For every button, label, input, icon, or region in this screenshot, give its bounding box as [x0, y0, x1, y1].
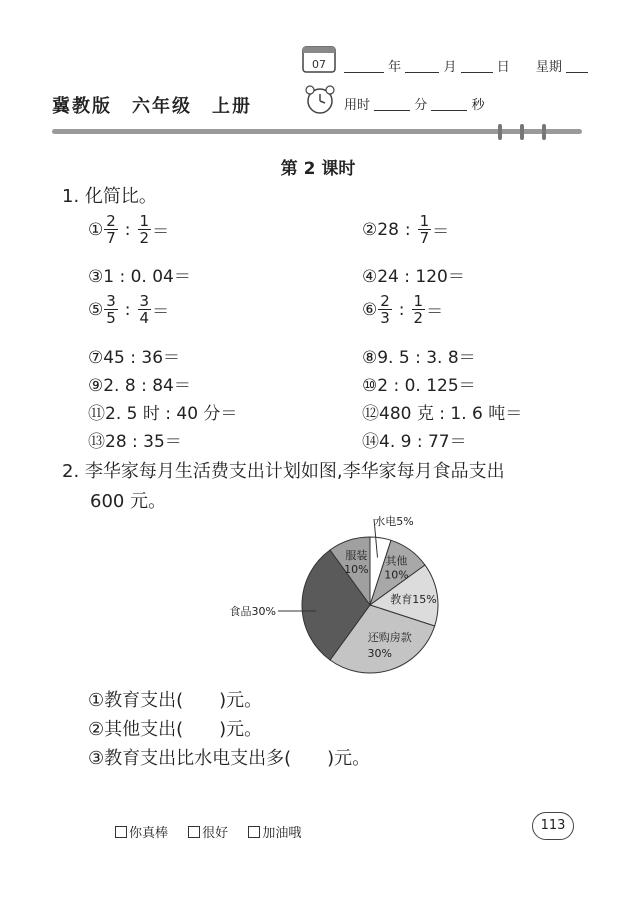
fraction: $\frac{3}{5}$ — [106, 292, 116, 327]
lesson-title: 第 2 课时 — [280, 159, 356, 179]
q1-item-12: ⑫480 克 : 1. 6 吨＝ — [362, 404, 523, 424]
checkbox-icon[interactable] — [188, 826, 200, 838]
ratio-sign: : — [398, 299, 405, 320]
equals-sign: ＝ — [426, 302, 444, 322]
minutes-label: 分 — [414, 98, 428, 113]
q1-item-11: ⑪2. 5 时 : 40 分＝ — [88, 404, 238, 424]
day-label: 日 — [496, 60, 510, 75]
equals-sign: ＝ — [432, 222, 450, 242]
equals-sign: ＝ — [152, 222, 170, 242]
pie-chart — [200, 505, 460, 685]
ratio-sign: : — [124, 299, 131, 320]
fraction: $\frac{3}{4}$ — [139, 292, 150, 327]
calendar-number: 07 — [312, 58, 326, 71]
fraction: $\frac{2}{3}$ — [380, 292, 390, 327]
pie-label-6-value: 10% — [344, 563, 369, 577]
pie-label-4-value: 30% — [367, 647, 392, 661]
q1-item-4: ④24 : 120＝ — [362, 267, 465, 287]
q1-item-6 — [362, 293, 443, 326]
fraction: $\frac{1}{2}$ — [413, 292, 424, 327]
ratio-term: 28 — [377, 219, 399, 240]
q1-item-10: ⑩2 : 0. 125＝ — [362, 376, 476, 396]
option-great[interactable] — [115, 826, 168, 841]
pie-label-4: 还购房款 — [367, 631, 412, 645]
pie-label-3: 教育15% — [390, 593, 437, 607]
q1-item-8: ⑧9. 5 : 3. 8＝ — [362, 348, 476, 368]
q1-item-1 — [88, 213, 169, 246]
option-label: 你真棒 — [129, 826, 169, 841]
equals-sign: ＝ — [152, 302, 170, 322]
seconds-label: 秒 — [471, 98, 485, 113]
q2-line-1: 2. 李华家每月生活费支出计划如图,李华家每月食品支出 — [62, 461, 505, 482]
option-label: 加油哦 — [262, 826, 302, 841]
day-blank[interactable] — [461, 60, 493, 73]
q1-item-13: ⑬28 : 35＝ — [88, 432, 182, 452]
q2-sub-1: ①教育支出( )元。 — [88, 690, 263, 711]
q2-sub-3: ③教育支出比水电支出多( )元。 — [88, 748, 371, 769]
page-number: 113 — [532, 812, 574, 840]
q1-item-5 — [88, 293, 169, 326]
self-evaluation — [115, 822, 317, 841]
q1-item-9: ⑨2. 8 : 84＝ — [88, 376, 191, 396]
q2-line-2: 600 元。 — [90, 491, 167, 512]
q1-item-3: ③1 : 0. 04＝ — [88, 267, 191, 287]
pie-label-1: 水电5% — [374, 515, 414, 528]
calendar-icon — [302, 44, 336, 74]
time-used-label: 用时 — [344, 98, 371, 113]
pie-label-5: 食品30% — [229, 605, 276, 618]
option-good[interactable] — [188, 826, 228, 841]
ratio-sign: : — [124, 219, 131, 240]
year-label: 年 — [388, 60, 402, 75]
q1-title: 1. 化简比。 — [62, 186, 157, 207]
fraction: $\frac{2}{7}$ — [106, 212, 116, 247]
q1-item-14: ⑭4. 9 : 77＝ — [362, 432, 467, 452]
pie-label-2-value: 10% — [384, 568, 409, 582]
q2-sub-2: ②其他支出( )元。 — [88, 719, 263, 740]
q1-item-2 — [362, 213, 449, 246]
date-line — [344, 56, 588, 75]
ratio-sign: : — [404, 219, 411, 240]
year-blank[interactable] — [344, 60, 384, 73]
item-marker: ⑤ — [88, 299, 104, 320]
week-label: 星期 — [535, 60, 562, 75]
clock-icon — [302, 84, 338, 116]
rule-ring-decor — [490, 122, 560, 144]
option-keep-going[interactable] — [248, 826, 301, 841]
q1-item-7: ⑦45 : 36＝ — [88, 348, 181, 368]
fraction: $\frac{1}{7}$ — [419, 212, 430, 247]
time-used-line — [344, 94, 485, 113]
checkbox-icon[interactable] — [248, 826, 260, 838]
minutes-blank[interactable] — [374, 98, 410, 111]
option-label: 很好 — [202, 826, 229, 841]
fraction: $\frac{1}{2}$ — [139, 212, 150, 247]
week-blank[interactable] — [566, 60, 588, 73]
item-marker: ① — [88, 219, 104, 240]
item-marker: ② — [362, 219, 378, 240]
month-label: 月 — [443, 60, 457, 75]
pie-label-2: 其他 — [385, 554, 408, 568]
seconds-blank[interactable] — [431, 98, 467, 111]
checkbox-icon[interactable] — [115, 826, 127, 838]
pie-label-6: 服装 — [345, 549, 368, 563]
month-blank[interactable] — [405, 60, 439, 73]
book-title: 冀教版 六年级 上册 — [52, 96, 252, 117]
item-marker: ⑥ — [362, 299, 378, 320]
